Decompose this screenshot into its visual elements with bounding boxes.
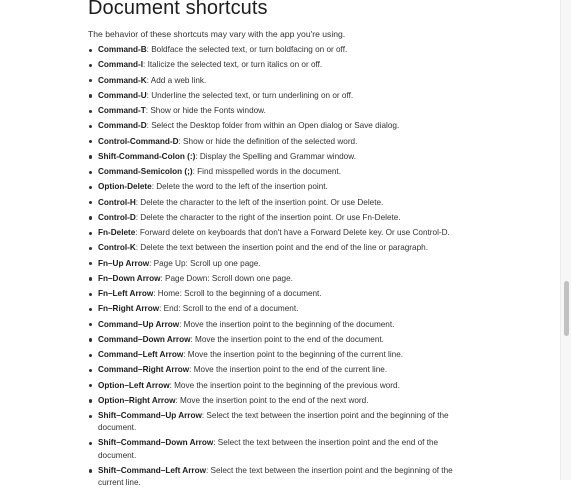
shortcut-description: : Move the insertion point to the end of the next word. xyxy=(175,395,369,405)
shortcut-item xyxy=(88,258,468,270)
scrollbar-thumb[interactable] xyxy=(564,281,569,336)
shortcut-item xyxy=(88,44,468,56)
shortcut-key: Command–Up Arrow xyxy=(98,319,180,329)
shortcut-description: : Forward delete on keyboards that don't have a Forward Delete key. Or use Control-D. xyxy=(135,228,450,237)
shortcut-key: Shift–Command–Up Arrow xyxy=(98,411,202,420)
shortcut-item xyxy=(88,465,468,489)
shortcut-key: Command-T xyxy=(98,106,146,115)
shortcut-key: Fn–Right Arrow xyxy=(98,304,160,314)
shortcut-description: : Find misspelled words in the document. xyxy=(192,167,341,176)
shortcut-description: : Italicize the selected text, or turn italics on or off. xyxy=(143,60,323,70)
shortcut-key: Command-Semicolon (;) xyxy=(98,167,193,176)
shortcut-item xyxy=(88,151,468,163)
shortcut-key: Fn–Left Arrow xyxy=(98,289,154,298)
shortcut-description: : Move the insertion point to the end of the document. xyxy=(190,334,384,344)
shortcut-item xyxy=(88,288,468,300)
shortcut-key: Control-H xyxy=(98,197,136,207)
shortcut-key: Fn–Up Arrow xyxy=(98,258,150,268)
shortcut-item xyxy=(88,334,468,346)
shortcut-key: Control-Command-D xyxy=(98,136,179,146)
shortcut-key: Shift–Command–Left Arrow xyxy=(98,465,206,475)
scrollbar-track[interactable] xyxy=(560,0,571,480)
shortcut-key: Command-D xyxy=(98,121,147,131)
shortcut-item xyxy=(88,319,468,331)
shortcut-key: Command-U xyxy=(98,90,147,100)
shortcut-description: : Select the text between the insertion point and the beginning of the document. xyxy=(98,411,449,433)
shortcut-item xyxy=(88,380,468,392)
shortcut-description: : Underline the selected text, or turn underlining on or off. xyxy=(146,90,354,100)
shortcut-item xyxy=(88,75,468,87)
shortcut-key: Control-D xyxy=(98,212,136,222)
section-intro: The behavior of these shortcuts may vary with the app you're using. xyxy=(88,29,346,39)
shortcut-item xyxy=(88,166,468,178)
shortcut-item xyxy=(88,437,468,461)
shortcut-key: Command-B xyxy=(98,45,147,54)
shortcut-description: : Home: Scroll to the beginning of a document. xyxy=(153,289,322,298)
shortcut-item xyxy=(88,212,468,224)
shortcut-description: : Move the insertion point to the beginning of the document. xyxy=(179,319,395,329)
shortcut-item xyxy=(88,303,468,315)
shortcut-key: Option–Right Arrow xyxy=(98,395,176,405)
shortcut-item xyxy=(88,410,468,434)
shortcut-item xyxy=(88,364,468,376)
shortcut-description: : Show or hide the definition of the selected word. xyxy=(178,136,358,146)
shortcut-item xyxy=(88,227,468,239)
shortcut-key: Control-K xyxy=(98,243,136,253)
shortcut-key: Fn-Delete xyxy=(98,228,136,237)
shortcut-item xyxy=(88,136,468,148)
shortcut-item xyxy=(88,273,468,285)
shortcut-description: : Select the text between the insertion point and the end of the document. xyxy=(98,438,439,460)
shortcut-description: : Delete the character to the right of the insertion point. Or use Fn-Delete. xyxy=(135,212,401,222)
shortcut-description: : Move the insertion point to the beginning of the current line. xyxy=(183,350,404,359)
section-title: Document shortcuts xyxy=(88,0,268,19)
shortcut-key: Command–Left Arrow xyxy=(98,350,184,359)
article-content xyxy=(88,0,468,492)
shortcut-description: : Delete the word to the left of the insertion point. xyxy=(151,182,328,192)
shortcut-key: Shift–Command–Down Arrow xyxy=(98,438,214,448)
shortcut-key: Command-K xyxy=(98,75,147,85)
shortcut-list xyxy=(88,44,468,489)
shortcut-description: : Delete the character to the left of the insertion point. Or use Delete. xyxy=(135,197,384,207)
shortcut-item xyxy=(88,242,468,254)
shortcut-key: Option-Delete xyxy=(98,182,152,192)
shortcut-key: Command–Down Arrow xyxy=(98,334,191,344)
shortcut-item xyxy=(88,395,468,407)
shortcut-description: : Page Down: Scroll down one page. xyxy=(160,273,293,283)
shortcut-key: Command-I xyxy=(98,60,144,70)
shortcut-description: : Display the Spelling and Grammar window. xyxy=(195,151,356,161)
shortcut-item xyxy=(88,105,468,117)
shortcut-description: : Show or hide the Fonts window. xyxy=(145,106,266,115)
shortcut-item xyxy=(88,181,468,193)
shortcut-item xyxy=(88,197,468,209)
shortcut-description: : Move the insertion point to the beginning of the previous word. xyxy=(169,380,400,390)
shortcut-description: : Page Up: Scroll up one page. xyxy=(149,258,261,268)
shortcut-key: Fn–Down Arrow xyxy=(98,273,161,283)
shortcut-description: : Move the insertion point to the end of the current line. xyxy=(189,365,388,375)
shortcut-item xyxy=(88,120,468,132)
shortcut-description: : End: Scroll to the end of a document. xyxy=(159,304,299,314)
shortcut-key: Shift-Command-Colon (:) xyxy=(98,151,196,161)
shortcut-description: : Delete the text between the insertion point and the end of the line or paragraph. xyxy=(135,243,428,253)
shortcut-item xyxy=(88,90,468,102)
shortcut-description: : Add a web link. xyxy=(146,75,207,85)
shortcut-description: : Boldface the selected text, or turn boldfacing on or off. xyxy=(146,45,348,54)
shortcut-item xyxy=(88,349,468,361)
shortcut-item xyxy=(88,59,468,71)
shortcut-key: Command–Right Arrow xyxy=(98,365,190,375)
shortcut-key: Option–Left Arrow xyxy=(98,380,170,390)
shortcut-description: : Select the text between the insertion point and the beginning of the current line. xyxy=(98,465,453,488)
shortcut-description: : Select the Desktop folder from within an Open dialog or Save dialog. xyxy=(146,121,400,131)
